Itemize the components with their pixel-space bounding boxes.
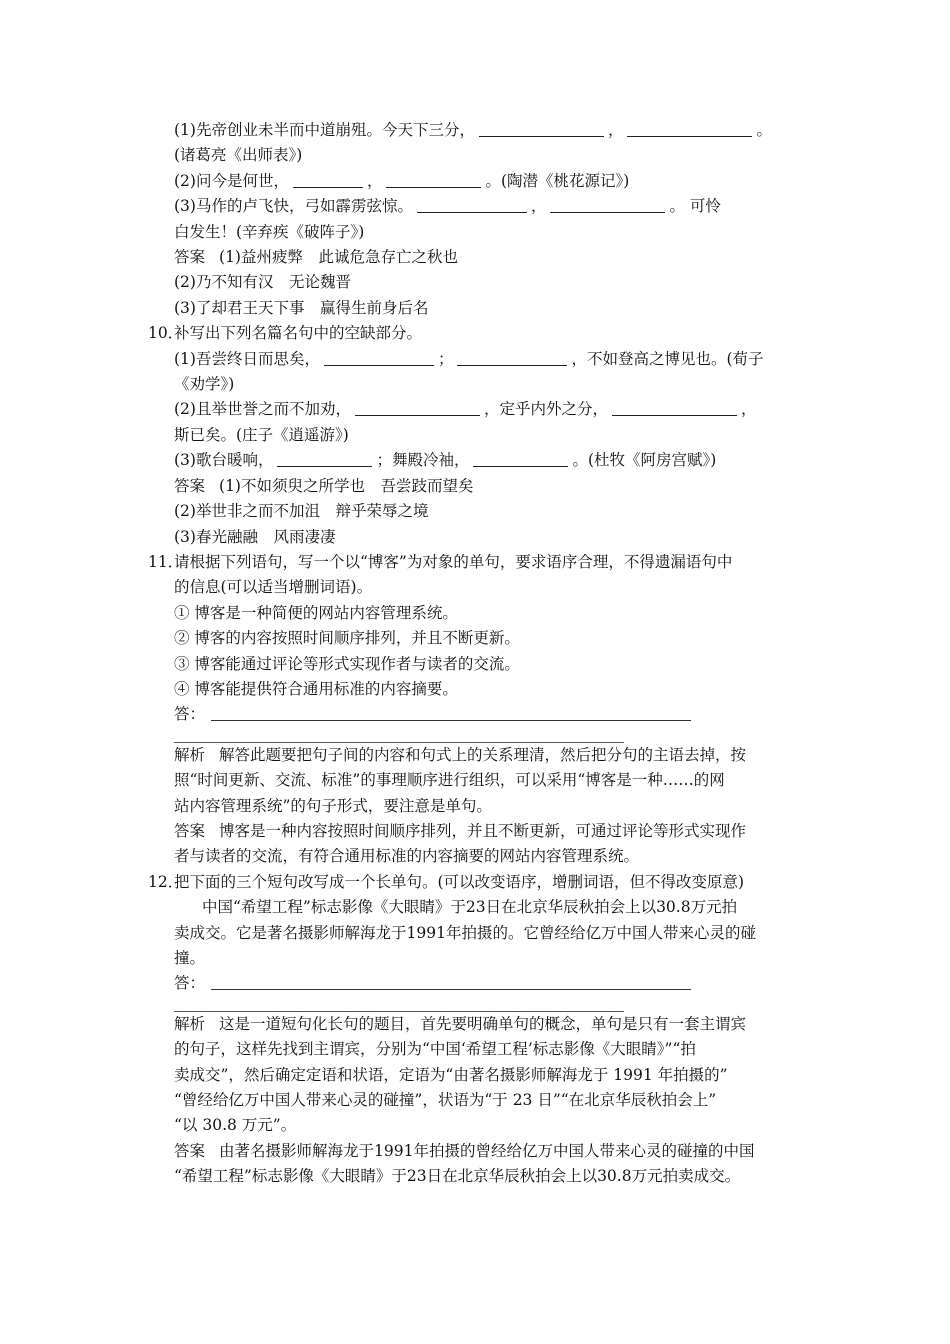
- q9-item-1-text: (1)先帝创业未半而中道崩殂。今天下三分，: [174, 121, 475, 139]
- q10-item-3-mid: ；舞殿冷袖，: [376, 451, 470, 470]
- fill-blank[interactable]: [277, 450, 372, 467]
- q12-answer-2: “希望工程”标志影像《大眼睛》于23日在北京华辰秋拍会上以30.8万元拍卖成交。: [174, 1167, 741, 1186]
- end-mark: 。: [756, 121, 772, 139]
- end-mark: ，不如登高之博见也。(荀子: [571, 349, 764, 368]
- q9-item-2: [148, 169, 808, 194]
- answer-line[interactable]: [211, 704, 691, 721]
- fill-blank[interactable]: [479, 120, 604, 137]
- q11-sentence-2: ② 博客的内容按照时间顺序排列，并且不断更新。: [174, 629, 520, 648]
- q11-sentence-4: ④ 博客能提供符合通用标准的内容摘要。: [174, 679, 458, 698]
- q9-answer-3: (3)了却君王天下事 赢得生前身后名: [174, 298, 429, 317]
- separator: ，: [607, 121, 624, 139]
- separator: ，: [530, 197, 547, 216]
- q10-item-3-text: (3)歌台暖响，: [174, 451, 274, 470]
- q10-item-2-mid: ，定乎内外之分，: [483, 400, 608, 419]
- q9-item-3-source: 白发生！(辛弃疾《破阵子》): [174, 222, 365, 241]
- separator: ；: [437, 349, 454, 368]
- fill-blank[interactable]: [386, 171, 481, 188]
- analysis-text: 解答此题要把句子间的内容和句式上的关系理清，然后把分句的主语去掉，按: [219, 745, 747, 764]
- q11-analysis-2: 照“时间更新、交流、标准”的事理顺序进行组织，可以采用“博客是一种……的网: [174, 771, 725, 790]
- q10-item-2-source: 斯已矣。(庄子《逍遥游》): [174, 425, 349, 444]
- analysis-text: 这是一道短句化长句的题目，首先要明确单句的概念，单句是只有一套主谓宾: [219, 1014, 747, 1033]
- q11-answer-1: [148, 819, 808, 844]
- q10-item-1-text: (1)吾尝终日而思矣，: [174, 349, 320, 368]
- q10-item-2: [148, 397, 808, 422]
- q11-answer-field[interactable]: [148, 702, 808, 727]
- answer-label: 答案: [174, 821, 206, 840]
- question-stem: 补写出下列名篇名句中的空缺部分。: [174, 324, 423, 343]
- q10-item-1: [148, 347, 808, 372]
- question-number: 10．: [148, 324, 184, 343]
- fill-blank[interactable]: [612, 399, 737, 416]
- fill-blank[interactable]: [457, 349, 567, 366]
- analysis-label: 解析: [174, 745, 206, 764]
- question-number: 12．: [148, 872, 184, 891]
- end-mark: 。 可怜: [669, 197, 721, 216]
- q12-passage-1: 中国“希望工程”标志影像《大眼睛》于23日在北京华辰秋拍会上以30.8万元拍: [202, 898, 738, 917]
- analysis-label: 解析: [174, 1014, 206, 1033]
- q12-analysis-1: [148, 1012, 808, 1037]
- answer-line[interactable]: [211, 973, 691, 990]
- q10-stem: [148, 321, 808, 346]
- q11-analysis-1: [148, 743, 808, 768]
- q9-item-3-text: (3)马作的卢飞快，弓如霹雳弦惊。: [174, 197, 413, 216]
- q10-item-1-source: 《劝学》): [174, 375, 235, 394]
- fill-blank[interactable]: [550, 196, 665, 213]
- fill-blank[interactable]: [627, 120, 752, 137]
- q12-analysis-4: “曾经给亿万中国人带来心灵的碰撞”，状语为“于 23 日”“在北京华辰秋拍会上”: [174, 1091, 717, 1110]
- answer-text: (1)益州疲弊 此诚危急存亡之秋也: [219, 248, 458, 267]
- q9-answer-2: (2)乃不知有汉 无论魏晋: [174, 273, 351, 292]
- answer-text: 博客是一种内容按照时间顺序排列，并且不断更新，可通过评论等形式实现作: [219, 821, 747, 840]
- q9-answer-1: [148, 245, 808, 270]
- q12-passage-2: 卖成交。它是著名摄影师解海龙于1991年拍摄的。它曾经给亿万中国人带来心灵的碰: [174, 923, 756, 942]
- answer-label: 答案: [174, 1141, 206, 1160]
- q11-stem-cont: 的信息(可以适当增删词语)。: [174, 578, 373, 597]
- q12-analysis-2: 的句子，这样先找到主谓宾，分别为“中国‘希望工程’标志影像《大眼睛》”“拍: [174, 1040, 696, 1059]
- q11-answer-2: 者与读者的交流，有符合通用标准的内容摘要的网站内容管理系统。: [174, 847, 640, 866]
- answer-label: 答案: [174, 248, 206, 267]
- fill-blank[interactable]: [417, 196, 527, 213]
- q12-answer-field[interactable]: [148, 971, 808, 996]
- separator: ，: [366, 171, 383, 190]
- answer-line-2[interactable]: [174, 728, 624, 743]
- q12-analysis-3: 卖成交”，然后确定定语和状语，定语为“由著名摄影师解海龙于 1991 年拍摄的”: [174, 1065, 728, 1084]
- q10-answer-2: (2)举世非之而不加沮 辩乎荣辱之境: [174, 502, 429, 521]
- q12-answer-1: [148, 1139, 808, 1164]
- q10-answer-3: (3)春光融融 风雨凄凄: [174, 527, 336, 546]
- q12-stem: [148, 870, 808, 895]
- q9-item-2-text: (2)问今是何世，: [174, 171, 289, 190]
- q11-sentence-3: ③ 博客能通过评论等形式实现作者与读者的交流。: [174, 654, 520, 673]
- answer-prompt: 答：: [174, 705, 206, 724]
- q11-stem: [148, 550, 808, 575]
- q12-analysis-5: “以 30.8 万元”。: [174, 1116, 297, 1135]
- q10-item-3: [148, 448, 808, 473]
- q9-item-3: [148, 194, 808, 219]
- end-mark: ，: [740, 400, 757, 419]
- q9-item-1: [148, 118, 808, 143]
- question-stem: 请根据下列语句，写一个以“博客”为对象的单句，要求语序合理，不得遗漏语句中: [174, 552, 733, 571]
- answer-text: 由著名摄影师解海龙于1991年拍摄的曾经给亿万中国人带来心灵的碰撞的中国: [219, 1141, 755, 1160]
- page-content: [148, 118, 808, 1190]
- end-mark: 。(陶潜《桃花源记》): [485, 171, 630, 190]
- q11-sentence-1: ① 博客是一种简便的网站内容管理系统。: [174, 603, 458, 622]
- fill-blank[interactable]: [473, 450, 568, 467]
- answer-label: 答案: [174, 476, 206, 495]
- fill-blank[interactable]: [355, 399, 480, 416]
- q10-item-2-text: (2)且举世誉之而不加劝，: [174, 400, 351, 419]
- fill-blank[interactable]: [324, 349, 434, 366]
- q12-passage-3: 撞。: [174, 949, 206, 967]
- fill-blank[interactable]: [293, 171, 363, 188]
- q10-answer-1: [148, 474, 808, 499]
- q9-item-1-source: (诸葛亮《出师表》): [174, 146, 303, 165]
- q11-analysis-3: 站内容管理系统”的句子形式，要注意是单句。: [174, 796, 492, 815]
- answer-line-2[interactable]: [174, 997, 624, 1012]
- question-number: 11．: [148, 552, 184, 571]
- end-mark: 。(杜牧《阿房宫赋》): [572, 451, 717, 470]
- answer-prompt: 答：: [174, 974, 206, 993]
- question-stem: 把下面的三个短句改写成一个长单句。(可以改变语序，增删词语，但不得改变原意): [174, 872, 745, 891]
- answer-text: (1)不如须臾之所学也 吾尝跂而望矣: [219, 476, 474, 495]
